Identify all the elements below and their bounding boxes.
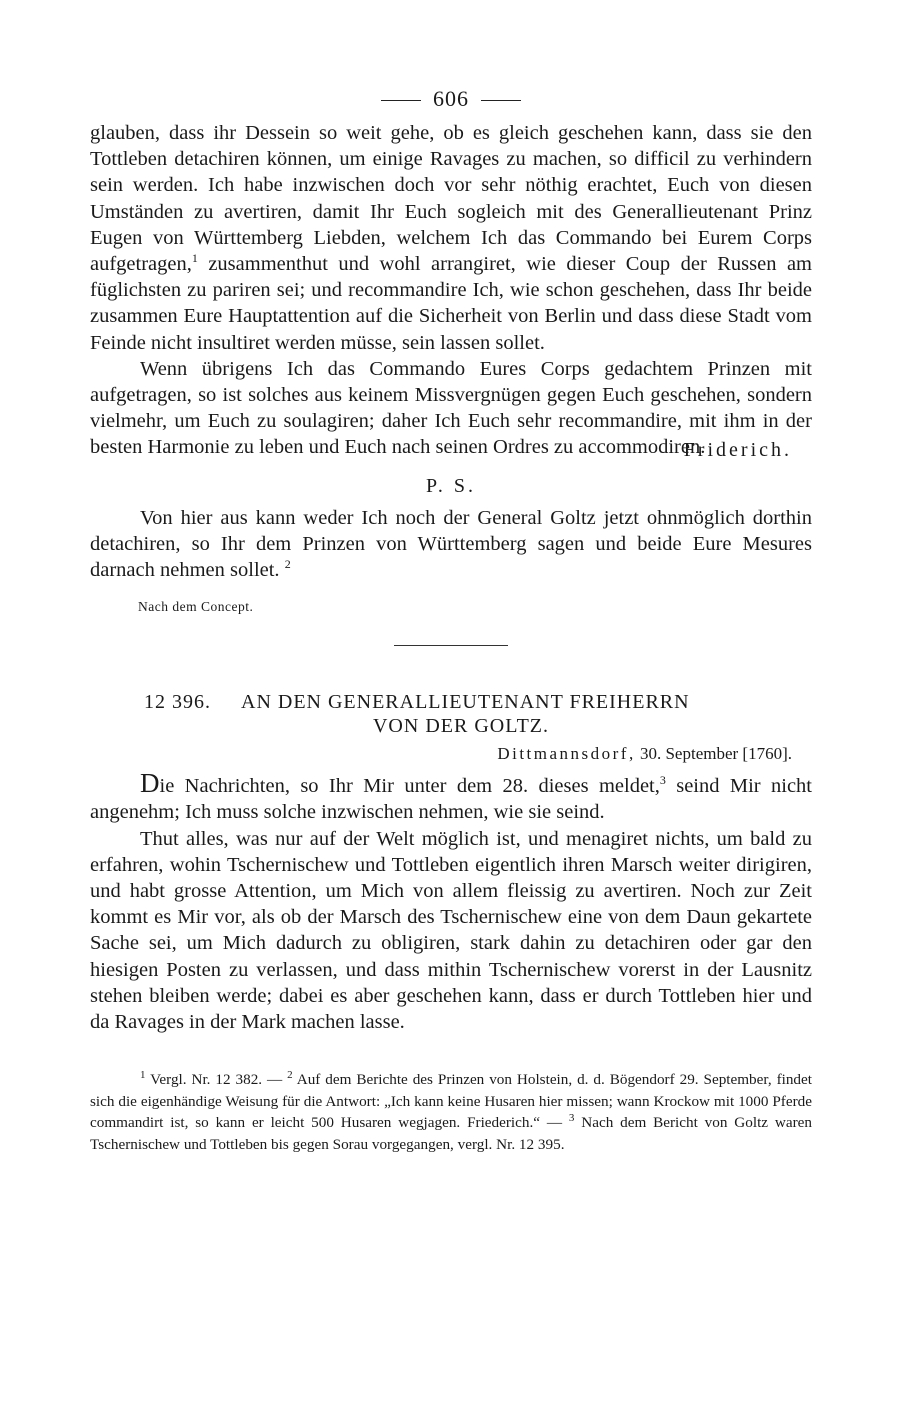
letter2-number: 12 396. [144,691,211,714]
letter2-body [90,770,812,1035]
footnote-1-text: Vergl. Nr. 12 382. — [145,1071,288,1089]
footnote-block [90,1069,812,1155]
postscript-text: Von hier aus kann weder Ich noch der General Goltz jetzt ohnmöglich dorthin detachiren, so Ihr dem Prinzen von Württemberg sagen und beide Eure Mesures darnach nehmen sollet. [90,506,812,582]
letter2-paragraph-1 [90,770,812,825]
header-dash-left [381,100,421,101]
footnote-ref-1: 1 [191,251,198,266]
footnote-ref-2: 2 [284,557,291,572]
signature: Friderich. [683,438,792,461]
letter-continuation [90,120,812,583]
letter2-paragraph-1-text: ie Nachrichten, so Ihr Mir unter dem 28. dieses meldet, [159,775,660,798]
letter2-heading [90,690,812,738]
footnote-2-mark: 2 [287,1069,293,1082]
footnote-1-mark: 1 [140,1069,146,1082]
letter2-place: Dittmannsdorf, [497,744,636,764]
footnote-3-mark: 3 [568,1112,575,1125]
letter1-paragraph-1-text: glauben, dass ihr Dessein so weit gehe, ob es gleich geschehen kann, dass sie den Tottleben detachiren können, um einige Ravages zu machen, so difficil zu verhindern sein werden. Ich habe inzwischen doch vor sehr nöthig erachtet, Euch von diesen Umständen zu avertiren, damit Ihr Euch sogleich mit des Generallieutenant Prinz Eugen von Württemberg Liebden, welchem Ich das Commando bei Eurem Corps aufgetragen, [90,122,812,276]
footnote-2-text: Auf dem Berichte des Prinzen von Holstein, d. d. Bögendorf 29. September, findet sich die eigenhändige Weisung für die Antwort: „Ich kann keine Husaren hier missen; wann Krockow mit 1000 Pferde commandirt ist, so kann er leicht 500 Husaren wegjagen. Friederich.“ — [90,1071,812,1132]
postscript-heading: P. S. [425,474,477,497]
document-page [90,84,812,1155]
footnotes [90,1069,812,1155]
page-number: 606 [433,86,469,111]
letter2-paragraph-1-end: seind Mir nicht angenehm; Ich muss solche inzwischen nehmen, wie sie seind. [90,775,812,824]
letter1-paragraph-2: Wenn übrigens Ich das Commando Eures Corps gedachtem Prinzen mit aufgetragen, so ist solches aus keinem Missvergnügen gegen Euch geschehen, sondern vielmehr, um Euch zu soulagiren; daher Ich Euch sehr recommandire, mit ihm in der besten Harmonie zu leben und Euch nach seinen Ordres zu accommodiren. [90,357,812,459]
letter2-title-line-2: VON DER GOLTZ. [372,715,550,738]
letter2-dateline [90,744,792,770]
letter2-date: 30. September [1760]. [635,744,792,764]
page-header [90,84,812,120]
footnote-ref-3: 3 [659,773,666,788]
source-note: Nach dem Concept. [138,599,254,615]
postscript-paragraph [90,505,812,584]
letter2-dropcap: D [140,768,160,799]
letter1-paragraph-1-cont: zusammenthut und wohl arrangiret, wie dieser Coup der Russen am füglichsten zu pariren sei; und recommandire Ich, wie schon geschehen, dass Ihr beide zusammen Eure Hauptattention auf die Sicherheit von Berlin und dass diese Stadt vom Feinde nicht insultiret werden müsse, sein lassen sollet. [90,253,812,354]
header-dash-right [481,100,521,101]
footnote-3-text: Nach dem Bericht von Goltz waren Tschernischew und Tottleben bis gegen Sorau vorgegangen, vergl. Nr. 12 395. [90,1114,812,1153]
section-divider [394,645,508,646]
letter2-title-line-1: AN DEN GENERALLIEUTENANT FREIHERRN [241,691,690,714]
letter2-paragraph-2: Thut alles, was nur auf der Welt möglich ist, und menagiret nichts, um bald zu erfahren, wohin Tschernischew und Tottleben eigentlich ihren Marsch weiter dirigiren, und habt grosse Attention, um Mich von allem fleissig zu avertiren. Noch zur Zeit kommt es Mir vor, als ob der Marsch des Tschernischew eine von dem Daun gekartete Sache sei, um Mich dadurch zu obligiren, stark dahin zu detachiren oder gar den hiesigen Posten zu verlassen, und dass mithin Tschernischew vorerst in der Lausnitz stehen bleiben werde; dabei es aber geschehen kann, dass er durch Tottleben hier und da Ravages in der Mark machen lasse. [90,827,812,1034]
letter1-paragraph-1 [90,120,812,356]
